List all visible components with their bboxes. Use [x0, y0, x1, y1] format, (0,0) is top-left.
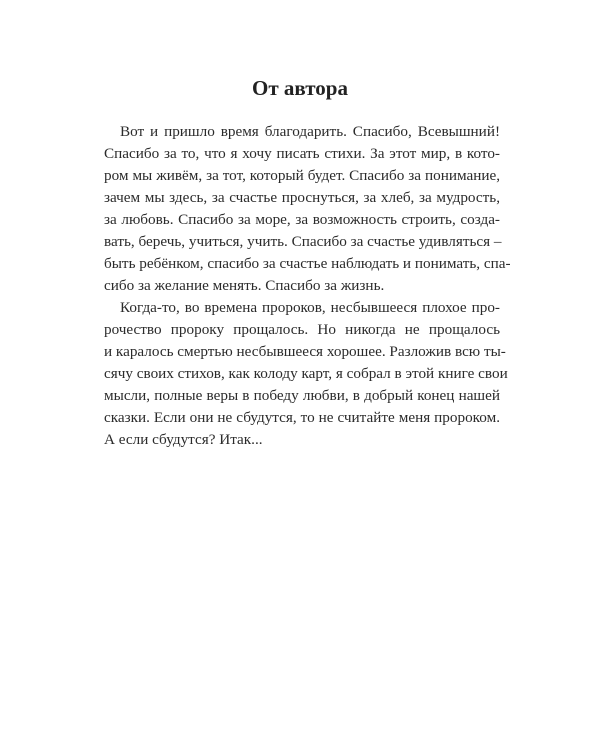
text-line: Когда-то, во времена пророков, несбывшееся плохое про-: [120, 299, 500, 316]
text-line: мысли, полные веры в победу любви, в добрый конец нашей: [104, 387, 500, 404]
text-line: быть ребёнком, спасибо за счастье наблюдать и понимать, спа-: [104, 255, 511, 272]
text-line: рочество пророку прощалось. Но никогда не прощалось: [104, 321, 500, 338]
text-line: Вот и пришло время благодарить. Спасибо, Всевышний!: [120, 123, 500, 140]
text-line: А если сбудутся? Итак...: [104, 431, 263, 448]
paragraph-1: [104, 121, 511, 297]
text-line: за любовь. Спасибо за море, за возможность строить, созда-: [104, 211, 500, 228]
text-line: зачем мы здесь, за счастье проснуться, за хлеб, за мудрость,: [104, 189, 500, 206]
text-line: вать, беречь, учиться, учить. Спасибо за счастье удивляться –: [104, 233, 502, 250]
text-line: и каралось смертью несбывшееся хорошее. Разложив всю ты-: [104, 343, 506, 360]
body-text: [104, 121, 511, 451]
text-line: ром мы живём, за тот, который будет. Спасибо за понимание,: [104, 167, 500, 184]
paragraph-2: [104, 297, 508, 451]
text-line: сибо за желание менять. Спасибо за жизнь.: [104, 277, 385, 294]
text-line: сказки. Если они не сбудутся, то не считайте меня пророком.: [104, 409, 500, 426]
text-line: сячу своих стихов, как колоду карт, я собрал в этой книге свои: [104, 365, 508, 382]
page-title: От автора: [252, 76, 348, 100]
text-line: Спасибо за то, что я хочу писать стихи. За этот мир, в кото-: [104, 145, 500, 162]
